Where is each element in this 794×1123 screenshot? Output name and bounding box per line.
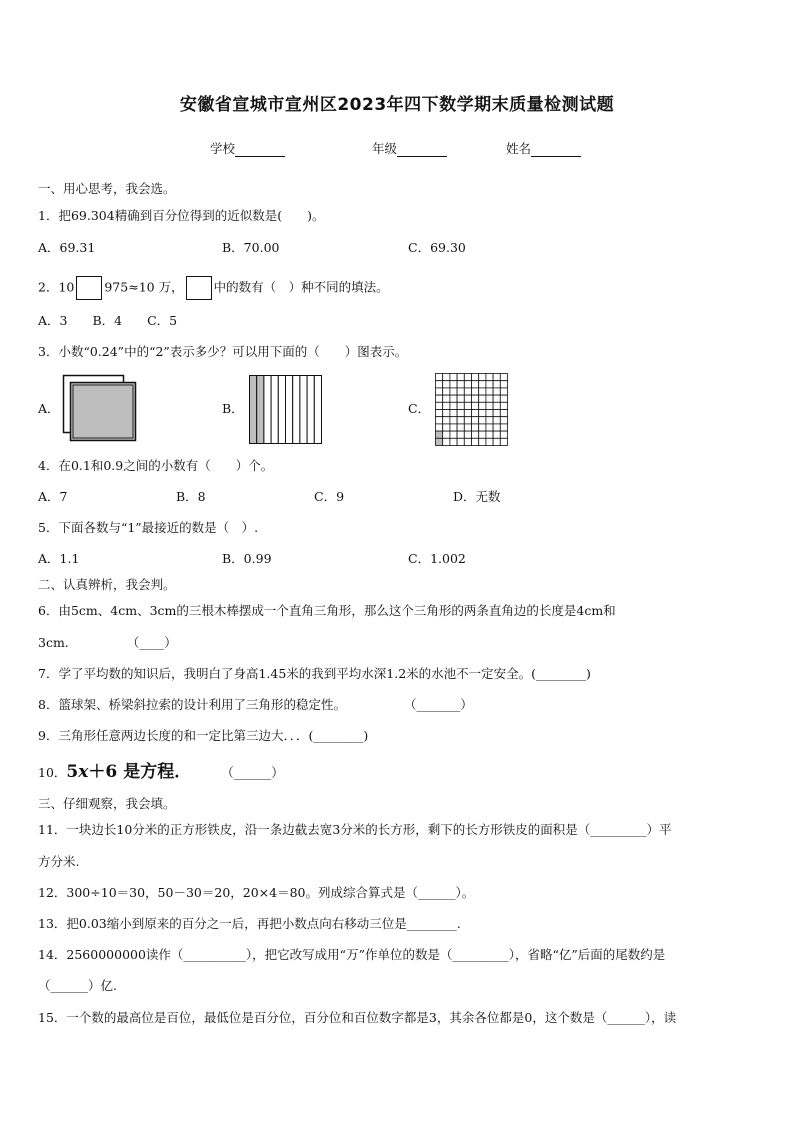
grid-cell bbox=[493, 374, 500, 381]
q2-prefix: 2．10 bbox=[38, 279, 75, 295]
grid-cell bbox=[486, 424, 493, 431]
grid-cell bbox=[486, 417, 493, 424]
grid-cell bbox=[479, 417, 486, 424]
q4-option-a[interactable]: A．7 bbox=[38, 489, 68, 504]
q1-option-b[interactable]: B．70.00 bbox=[222, 240, 280, 255]
grid-cell bbox=[443, 431, 450, 438]
school-blank[interactable] bbox=[235, 156, 285, 157]
grid-cell bbox=[443, 438, 450, 445]
grid-cell bbox=[500, 381, 507, 388]
q10-text: 是方程． bbox=[123, 762, 192, 782]
q2-blank-box-ref bbox=[186, 276, 212, 300]
name-label: 姓名 bbox=[506, 141, 532, 156]
grid-cell bbox=[472, 431, 479, 438]
grid-cell bbox=[436, 381, 443, 388]
question-15: 15．一个数的最高位是百位，最低位是百分位，百分位和百位数字都是3，其余各位都是0，这个数是（______），读 bbox=[38, 1010, 677, 1025]
question-12: 12．300÷10＝30，50－30＝20，20×4＝80。列成综合算式是（______）。 bbox=[38, 885, 475, 900]
grid-cell bbox=[500, 388, 507, 395]
grid-cell bbox=[457, 402, 464, 409]
grid-cell bbox=[457, 424, 464, 431]
grid-cell bbox=[450, 410, 457, 417]
grid-cell bbox=[450, 438, 457, 445]
q1-option-a[interactable]: A．69.31 bbox=[38, 240, 96, 255]
grid-cell bbox=[457, 410, 464, 417]
school-label: 学校 bbox=[210, 141, 236, 156]
grid-cell bbox=[493, 438, 500, 445]
grade-field bbox=[372, 141, 447, 157]
question-2 bbox=[38, 276, 389, 300]
grid-cell bbox=[464, 402, 471, 409]
grid-cell bbox=[450, 417, 457, 424]
question-11-line2: 方分米. bbox=[38, 854, 80, 869]
q10-coef: 5 bbox=[66, 762, 79, 782]
grid-cell bbox=[486, 438, 493, 445]
q3-figure-b bbox=[248, 374, 324, 446]
grid-cell bbox=[450, 388, 457, 395]
strip-cell bbox=[286, 376, 293, 444]
grid-cell bbox=[472, 438, 479, 445]
grid-cell bbox=[500, 395, 507, 402]
grid-cell bbox=[436, 417, 443, 424]
grid-cell bbox=[436, 374, 443, 381]
grid-cell bbox=[450, 402, 457, 409]
grid-cell bbox=[443, 388, 450, 395]
q10-variable: x bbox=[78, 762, 89, 782]
grid-cell bbox=[493, 410, 500, 417]
grid-cell bbox=[464, 438, 471, 445]
page-title: 安徽省宣城市宣州区2023年四下数学期末质量检测试题 bbox=[179, 95, 615, 115]
grid-cell bbox=[472, 402, 479, 409]
grid-cell bbox=[493, 381, 500, 388]
grid-cell bbox=[486, 381, 493, 388]
grid-cell bbox=[500, 424, 507, 431]
grid-cell bbox=[436, 402, 443, 409]
grid-cell bbox=[479, 374, 486, 381]
q2-suffix: 中的数有（ ）种不同的填法。 bbox=[213, 279, 389, 295]
strip-cell bbox=[300, 376, 307, 444]
q4-option-d[interactable]: D．无数 bbox=[453, 489, 501, 504]
grid-cell bbox=[486, 431, 493, 438]
grid-cell bbox=[486, 395, 493, 402]
grid-cell bbox=[457, 431, 464, 438]
q2-middle: 975≈10 万， bbox=[104, 279, 184, 295]
q3-option-a[interactable]: A． bbox=[38, 401, 60, 416]
grid-cell bbox=[443, 395, 450, 402]
grid-cell bbox=[436, 388, 443, 395]
strip-cell bbox=[257, 376, 264, 444]
grid-cell bbox=[500, 402, 507, 409]
grid-cell bbox=[472, 410, 479, 417]
grid-cell bbox=[486, 402, 493, 409]
question-8 bbox=[38, 697, 473, 713]
section-1-heading: 一、用心思考，我会选。 bbox=[38, 181, 176, 196]
grid-cell bbox=[472, 374, 479, 381]
grid-cell bbox=[464, 417, 471, 424]
grid-cell bbox=[443, 381, 450, 388]
q5-option-a[interactable]: A．1.1 bbox=[38, 551, 80, 566]
grid-cell bbox=[479, 381, 486, 388]
grid-cell bbox=[500, 417, 507, 424]
question-6-line1: 6．由5cm、4cm、3cm的三根木棒摆成一个直角三角形，那么这个三角形的两条直角边的长度是4cm和 bbox=[38, 603, 616, 618]
q6-tail: 3cm. bbox=[38, 635, 69, 650]
q3-option-c[interactable]: C． bbox=[408, 401, 431, 416]
grid-cell bbox=[479, 388, 486, 395]
strip-cell bbox=[278, 376, 285, 444]
q2-blank-box[interactable] bbox=[76, 276, 102, 300]
grid-cell bbox=[443, 410, 450, 417]
grid-cell bbox=[479, 424, 486, 431]
grid-cell bbox=[436, 410, 443, 417]
grid-cell bbox=[436, 395, 443, 402]
grid-cell bbox=[479, 431, 486, 438]
strip-cell bbox=[314, 376, 321, 444]
grid-cell bbox=[500, 410, 507, 417]
grid-cell bbox=[493, 388, 500, 395]
question-3: 3．小数“0.24”中的“2”表示多少？可以用下面的（ ）图表示。 bbox=[38, 344, 408, 359]
grid-cell bbox=[457, 438, 464, 445]
grid-cell bbox=[464, 410, 471, 417]
strip-cell bbox=[307, 376, 314, 444]
section-2-heading: 二、认真辨析，我会判。 bbox=[38, 577, 176, 592]
grid-cell bbox=[450, 395, 457, 402]
grid-cell bbox=[464, 381, 471, 388]
strip-cell bbox=[293, 376, 300, 444]
question-13: 13．把0.03缩小到原来的百分之一后，再把小数点向右移动三位是________. bbox=[38, 916, 461, 931]
grid-cell bbox=[472, 417, 479, 424]
question-14-line1: 14．2560000000读作（__________），把它改写成用“万”作单位的数是（_________），省略“亿”后面的尾数约是 bbox=[38, 947, 666, 962]
q6-answer-paren[interactable]: （____） bbox=[126, 635, 177, 650]
grid-cell bbox=[493, 431, 500, 438]
question-7: 7．学了平均数的知识后，我明白了身高1.45米的我到平均水深1.2米的水池不一定安全。(________) bbox=[38, 666, 591, 681]
grid-cell bbox=[479, 395, 486, 402]
grid-cell bbox=[450, 424, 457, 431]
grid-cell bbox=[457, 381, 464, 388]
q5-option-b[interactable]: B．0.99 bbox=[222, 551, 272, 566]
q8-stem: 8．篮球架、桥梁斜拉索的设计利用了三角形的稳定性。 bbox=[38, 697, 346, 712]
grid-cell bbox=[464, 395, 471, 402]
q10-answer-paren[interactable]: （______） bbox=[221, 765, 284, 780]
grade-blank[interactable] bbox=[397, 156, 447, 157]
grid-cell bbox=[500, 374, 507, 381]
q3-figure-c bbox=[434, 372, 510, 446]
grid-cell bbox=[450, 431, 457, 438]
grid-cell bbox=[457, 388, 464, 395]
grid-cell bbox=[443, 374, 450, 381]
question-14-line2: （______）亿. bbox=[38, 978, 117, 993]
question-1: 1．把69.304精确到百分位得到的近似数是( )。 bbox=[38, 208, 325, 223]
grid-cell bbox=[493, 417, 500, 424]
question-6-line2 bbox=[38, 635, 177, 651]
grid-cell bbox=[464, 374, 471, 381]
grid-cell bbox=[443, 402, 450, 409]
grid-cell bbox=[464, 388, 471, 395]
grid-cell bbox=[464, 424, 471, 431]
grid-cell bbox=[500, 431, 507, 438]
grid-cell bbox=[479, 410, 486, 417]
question-5: 5．下面各数与“1”最接近的数是（ ）. bbox=[38, 520, 259, 535]
grid-cell bbox=[479, 438, 486, 445]
grid-cell bbox=[443, 424, 450, 431]
grid-cell bbox=[443, 417, 450, 424]
grade-label: 年级 bbox=[372, 141, 398, 156]
strip-cell bbox=[250, 376, 257, 444]
grid-cell bbox=[479, 402, 486, 409]
q8-answer-paren[interactable]: （_______） bbox=[403, 697, 473, 712]
q3-figure-a bbox=[62, 374, 138, 444]
grid-cell bbox=[450, 374, 457, 381]
q3-option-b[interactable]: B． bbox=[222, 401, 244, 416]
grid-cell bbox=[486, 410, 493, 417]
q10-rest: ＋6 bbox=[88, 762, 118, 782]
grid-cell bbox=[486, 388, 493, 395]
name-field bbox=[506, 141, 581, 157]
grid-cell bbox=[436, 424, 443, 431]
grid-cell bbox=[457, 395, 464, 402]
q1-option-c[interactable]: C．69.30 bbox=[408, 240, 466, 255]
question-9: 9．三角形任意两边长度的和一定比第三边大．．．(________) bbox=[38, 728, 369, 743]
name-blank[interactable] bbox=[531, 156, 581, 157]
strip-cell bbox=[264, 376, 271, 444]
grid-cell bbox=[472, 424, 479, 431]
grid-cell bbox=[493, 402, 500, 409]
grid-cell bbox=[472, 388, 479, 395]
grid-cell bbox=[457, 417, 464, 424]
grid-cell bbox=[436, 438, 443, 445]
question-10 bbox=[38, 762, 284, 783]
q4-option-b[interactable]: B．8 bbox=[176, 489, 206, 504]
grid-cell bbox=[472, 381, 479, 388]
q2-options[interactable]: A．3 B．4 C．5 bbox=[38, 313, 178, 328]
grid-cell bbox=[464, 431, 471, 438]
grid-cell bbox=[493, 424, 500, 431]
q10-number: 10． bbox=[38, 765, 67, 780]
question-11-line1: 11．一块边长10分米的正方形铁皮，沿一条边截去宽3分米的长方形，剩下的长方形铁皮的面积是（_________）平 bbox=[38, 822, 672, 837]
grid-cell bbox=[472, 395, 479, 402]
grid-cell bbox=[436, 431, 443, 438]
grid-cell bbox=[486, 374, 493, 381]
question-4: 4．在0.1和0.9之间的小数有（ ）个。 bbox=[38, 458, 274, 473]
section-3-heading: 三、仔细观察，我会填。 bbox=[38, 796, 176, 811]
grid-cell bbox=[493, 395, 500, 402]
strip-cell bbox=[271, 376, 278, 444]
q4-option-c[interactable]: C．9 bbox=[314, 489, 345, 504]
grid-cell bbox=[457, 374, 464, 381]
grid-cell bbox=[450, 381, 457, 388]
q5-option-c[interactable]: C．1.002 bbox=[408, 551, 466, 566]
grid-cell bbox=[500, 438, 507, 445]
school-field bbox=[210, 141, 285, 157]
